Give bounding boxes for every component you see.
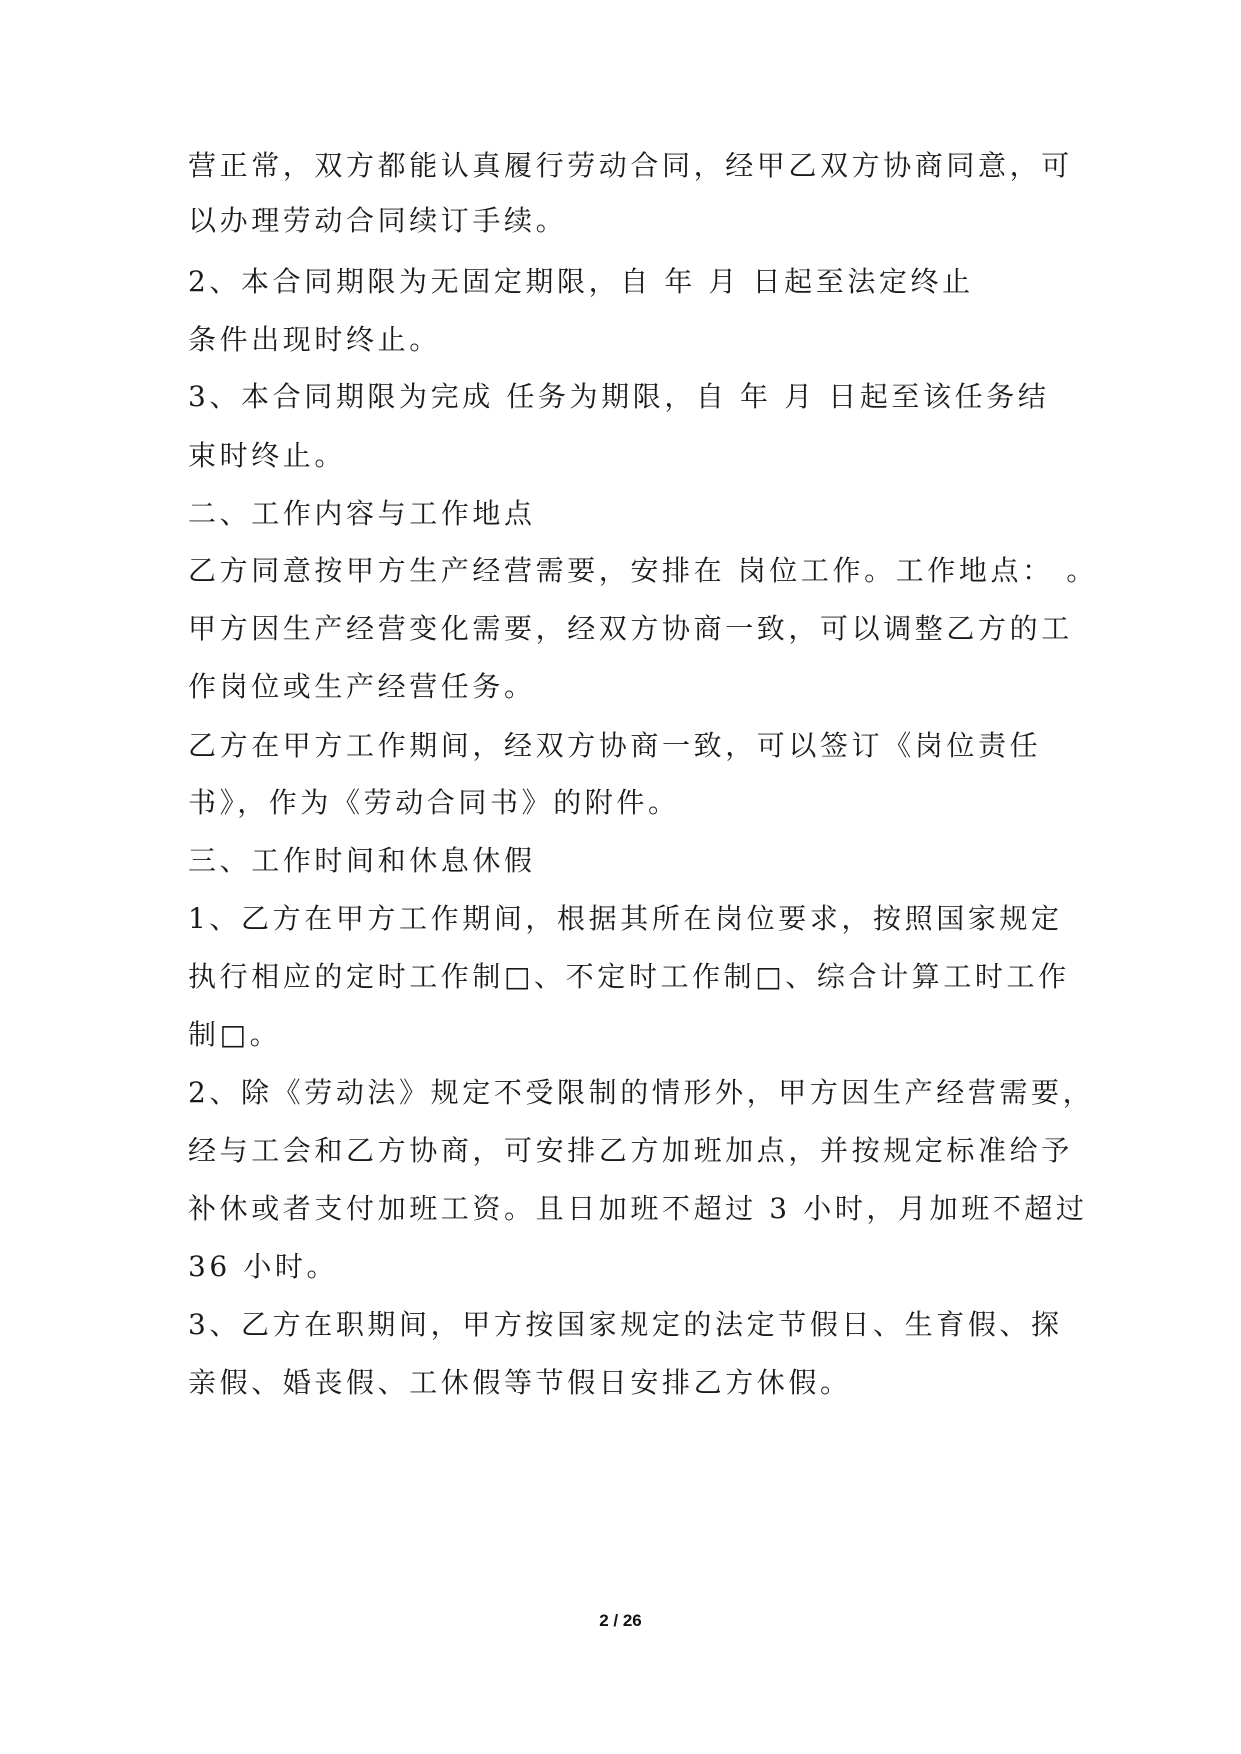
paragraph-line: 营正常，双方都能认真履行劳动合同，经甲乙双方协商同意，可	[188, 149, 1073, 182]
section-heading: 二、工作内容与工作地点	[188, 497, 536, 530]
paragraph-line: 甲方因生产经营变化需要，经双方协商一致，可以调整乙方的工	[188, 612, 1073, 645]
paragraph-line: 补休或者支付加班工资。且日加班不超过 3 小时，月加班不超过	[188, 1192, 1088, 1225]
paragraph-line: 亲假、婚丧假、工休假等节假日安排乙方休假。	[188, 1366, 852, 1399]
paragraph-line: 执行相应的定时工作制□、不定时工作制□、综合计算工时工作	[188, 960, 1070, 993]
paragraph-line: 36 小时。	[188, 1250, 339, 1283]
paragraph-line: 条件出现时终止。	[188, 323, 441, 356]
clause-line: 3、本合同期限为完成 任务为期限，自 年 月 日起至该任务结	[188, 380, 1050, 413]
clause-line: 3、乙方在职期间，甲方按国家规定的法定节假日、生育假、探	[188, 1308, 1063, 1341]
section-heading: 三、工作时间和休息休假	[188, 844, 536, 877]
clause-line: 2、除《劳动法》规定不受限制的情形外，甲方因生产经营需要，	[188, 1076, 1095, 1109]
paragraph-line: 乙方同意按甲方生产经营需要，安排在 岗位工作。工作地点： 。	[188, 554, 1098, 587]
clause-line: 1、乙方在甲方工作期间，根据其所在岗位要求，按照国家规定	[188, 902, 1063, 935]
paragraph-line: 制□。	[188, 1018, 282, 1051]
page-number: 2 / 26	[599, 1611, 642, 1630]
paragraph-line: 以办理劳动合同续订手续。	[188, 204, 568, 237]
paragraph-line: 束时终止。	[188, 439, 347, 472]
paragraph-line: 经与工会和乙方协商，可安排乙方加班加点，并按规定标准给予	[188, 1134, 1073, 1167]
paragraph-line: 作岗位或生产经营任务。	[188, 670, 536, 703]
paragraph-line: 书》，作为《劳动合同书》的附件。	[188, 786, 680, 819]
paragraph-line: 乙方在甲方工作期间，经双方协商一致，可以签订《岗位责任	[188, 729, 1042, 762]
clause-line: 2、本合同期限为无固定期限，自 年 月 日起至法定终止	[188, 265, 974, 298]
